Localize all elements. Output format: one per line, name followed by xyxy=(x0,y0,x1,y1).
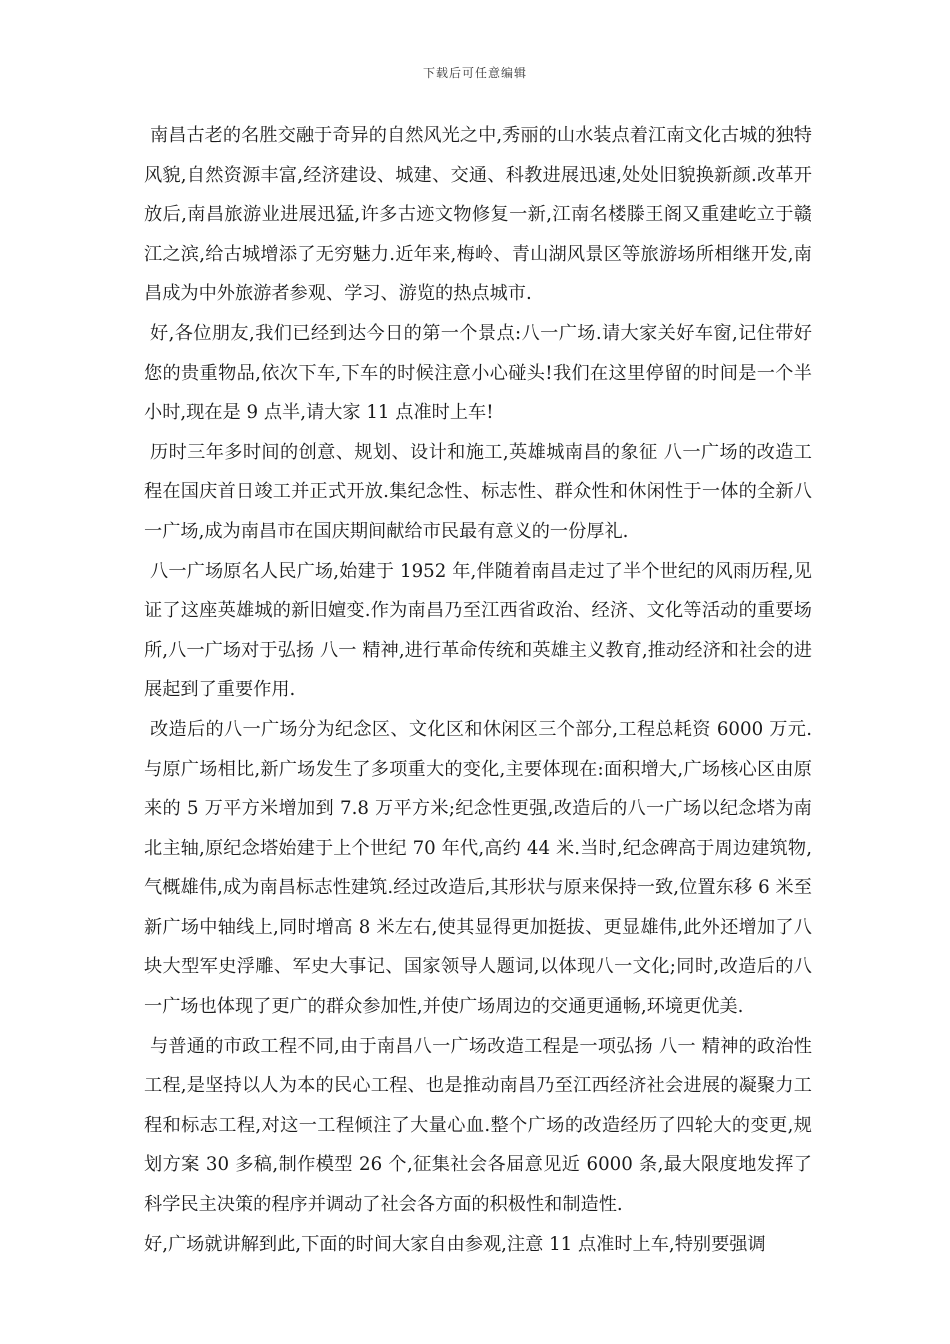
document-body xyxy=(144,116,812,1264)
paragraph-project: 与普通的市政工程不同,由于南昌八一广场改造工程是一项弘扬 八一 精神的政治性工程,是坚持以人为本的民心工程、也是推动南昌乃至江西经济社会进展的凝聚力工程和标志工程,对这一工程倾注了大量心血.整个广场的改造经历了四轮大的变更,规划方案 30 多稿,制作模型 26 个,征集社会各届意见近 6000 条,最大限度地发挥了科学民主决策的程序并调动了社会各方面的积极性和制造性. xyxy=(144,1035,812,1216)
paragraph-changes: 改造后的八一广场分为纪念区、文化区和休闲区三个部分,工程总耗资 6000 万元.与原广场相比,新广场发生了多项重大的变化,主要体现在:面积增大,广场核心区由原来的 5 万平方米增加到 7.8 万平方米;纪念性更强,改造后的八一广场以纪念塔为南北主轴,原纪念塔始建于上个世纪 70 年代,高约 44 米.当时,纪念碑高于周边建筑物,气概雄伟,成为南昌标志性建筑.经过改造后,其形状与原来保持一致,位置东移 6 米至新广场中轴线上,同时增高 8 米左右,使其显得更加挺拔、更显雄伟,此外还增加了八块大型军史浮雕、军史大事记、国家领导人题词,以体现八一文化;同时,改造后的八一广场也体现了更广的群众参加性,并使广场周边的交通更通畅,环境更优美. xyxy=(144,718,812,1018)
paragraph-renovation: 历时三年多时间的创意、规划、设计和施工,英雄城南昌的象征 八一广场的改造工程在国庆首日竣工并正式开放.集纪念性、标志性、群众性和休闲性于一体的全新八一广场,成为南昌市在国庆期间献给市民最有意义的一份厚礼. xyxy=(144,441,812,542)
page-header: 下载后可任意编辑 xyxy=(422,66,527,80)
paragraph-arrival: 好,各位朋友,我们已经到达今日的第一个景点:八一广场.请大家关好车窗,记住带好您的贵重物品,依次下车,下车的时候注意小心碰头!我们在这里停留的时间是一个半小时,现在是 9 点半,请大家 11 点准时上车! xyxy=(144,322,812,424)
paragraph-closing: 好,广场就讲解到此,下面的时间大家自由参观,注意 11 点准时上车,特别要强调 xyxy=(144,1233,766,1255)
paragraph-intro: 南昌古老的名胜交融于奇异的自然风光之中,秀丽的山水装点着江南文化古城的独特风貌,自然资源丰富,经济建设、城建、交通、科教进展迅速,处处旧貌换新颜.改革开放后,南昌旅游业进展迅猛,许多古迹文物修复一新,江南名楼滕王阁又重建屹立于赣江之滨,给古城增添了无穷魅力.近年来,梅岭、青山湖风景区等旅游场所相继开发,南昌成为中外旅游者参观、学习、游览的热点城市. xyxy=(144,125,812,305)
paragraph-history: 八一广场原名人民广场,始建于 1952 年,伴随着南昌走过了半个世纪的风雨历程,见证了这座英雄城的新旧嬗变.作为南昌乃至江西省政治、经济、文化等活动的重要场所,八一广场对于弘扬 八一 精神,进行革命传统和英雄主义教育,推动经济和社会的进展起到了重要作用. xyxy=(144,560,812,701)
